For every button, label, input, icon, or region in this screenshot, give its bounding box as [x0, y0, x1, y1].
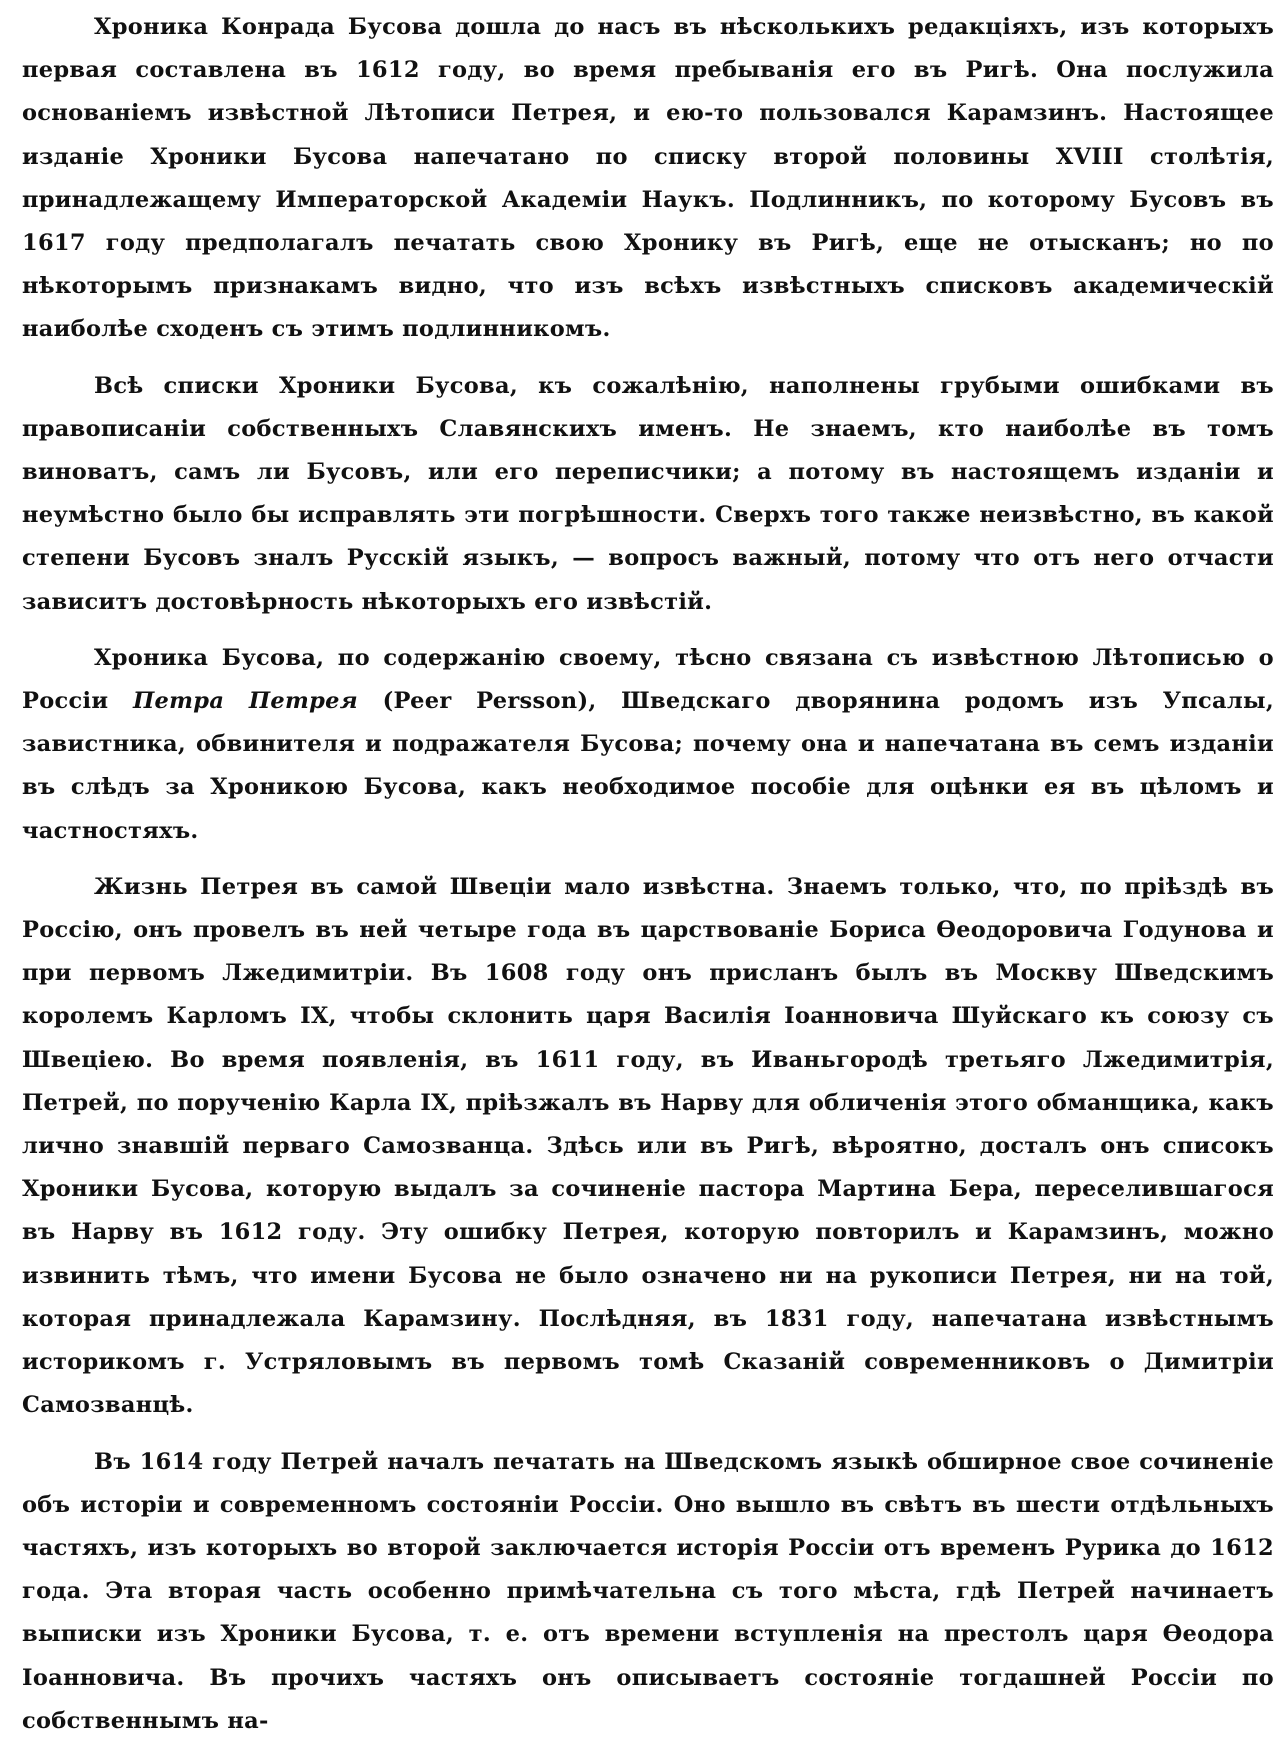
document-page	[22, 6, 1274, 1743]
paragraph-1: Хроника Конрада Бусова дошла до насъ въ нѣсколькихъ редакціяхъ, изъ которыхъ первая составлена въ 1612 году, во время пребыванія его въ Ригѣ. Она послужила основаніемъ извѣстной Лѣтописи Петрея, и ею-то пользовался Карамзинъ. Настоящее изданіе Хроники Бусова напечатано по списку второй половины XVIII столѣтія, принадлежащему Императорской Академіи Наукъ. Подлинникъ, по которому Бусовъ въ 1617 году предполагалъ печатать свою Хронику въ Ригѣ, еще не отысканъ; но по нѣкоторымъ признакамъ видно, что изъ всѣхъ извѣстныхъ списковъ академическій наиболѣе сходенъ съ этимъ подлинникомъ.	[22, 14, 1274, 343]
author-name-emphasis: Петра Петрея	[133, 688, 358, 715]
paragraph-3	[22, 637, 1274, 853]
paragraph-3-text: (Peer Persson), Шведскаго дворянина родомъ изъ Упсалы, завистника, обвинителя и подражателя Бусова; почему она и напечатана въ семъ изданіи въ слѣдъ за Хроникою Бусова, какъ необходимое пособіе для оцѣнки ея въ цѣломъ и частностяхъ.	[22, 688, 1274, 844]
paragraph-4: Жизнь Петрея въ самой Швеціи мало извѣстна. Знаемъ только, что, по пріѣздѣ въ Россію, онъ провелъ въ ней четыре года въ царствованіе Бориса Ѳеодоровича Годунова и при первомъ Лжедимитріи. Въ 1608 году онъ присланъ былъ въ Москву Шведскимъ королемъ Карломъ IX, чтобы склонить царя Василія Іоанновича Шуйскаго къ союзу съ Швеціею. Во время появленія, въ 1611 году, въ Иваньгородѣ третьяго Лжедимитрія, Петрей, по порученію Карла IX, пріѣзжалъ въ Нарву для обличенія этого обманщика, какъ лично знавшій перваго Самозванца. Здѣсь или въ Ригѣ, вѣроятно, досталъ онъ списокъ Хроники Бусова, которую выдалъ за сочиненіе пастора Мартина Бера, переселившагося въ Нарву въ 1612 году. Эту ошибку Петрея, которую повторилъ и Карамзинъ, можно извинить тѣмъ, что имени Бусова не было означено ни на рукописи Петрея, ни на той, которая принадлежала Карамзину. Послѣдняя, въ 1831 году, напечатана извѣстнымъ историкомъ г. Устряловымъ въ первомъ томѣ Сказаній современниковъ о Димитріи Самозванцѣ.	[22, 873, 1274, 1419]
paragraph-3-lead: Хроника Бусова, по содержанію своему, тѣсно связана съ извѣстною Лѣтописью о Россіи	[22, 644, 1274, 715]
paragraph-2: Всѣ списки Хроники Бусова, къ сожалѣнію, наполнены грубыми ошибками въ правописаніи собственныхъ Славянскихъ именъ. Не знаемъ, кто наиболѣе въ томъ виноватъ, самъ ли Бусовъ, или его переписчики; а потому въ настоящемъ изданіи и неумѣстно было бы исправлять эти погрѣшности. Сверхъ того также неизвѣстно, въ какой степени Бусовъ зналъ Русскій языкъ, — вопросъ важный, потому что отъ него отчасти зависитъ достовѣрность нѣкоторыхъ его извѣстій.	[22, 372, 1274, 615]
paragraph-5: Въ 1614 году Петрей началъ печатать на Шведскомъ языкѣ обширное свое сочиненіе объ исторіи и современномъ состояніи Россіи. Оно вышло въ свѣтъ въ шести отдѣльныхъ частяхъ, изъ которыхъ во второй заключается исторія Россіи отъ временъ Рурика до 1612 года. Эта вторая часть особенно примѣчательна съ того мѣста, гдѣ Петрей начинаетъ выписки изъ Хроники Бусова, т. е. отъ времени вступленія на престолъ царя Ѳеодора Іоанновича. Въ прочихъ частяхъ онъ описываетъ состояніе тогдашней Россіи по собственнымъ на-	[22, 1448, 1274, 1734]
